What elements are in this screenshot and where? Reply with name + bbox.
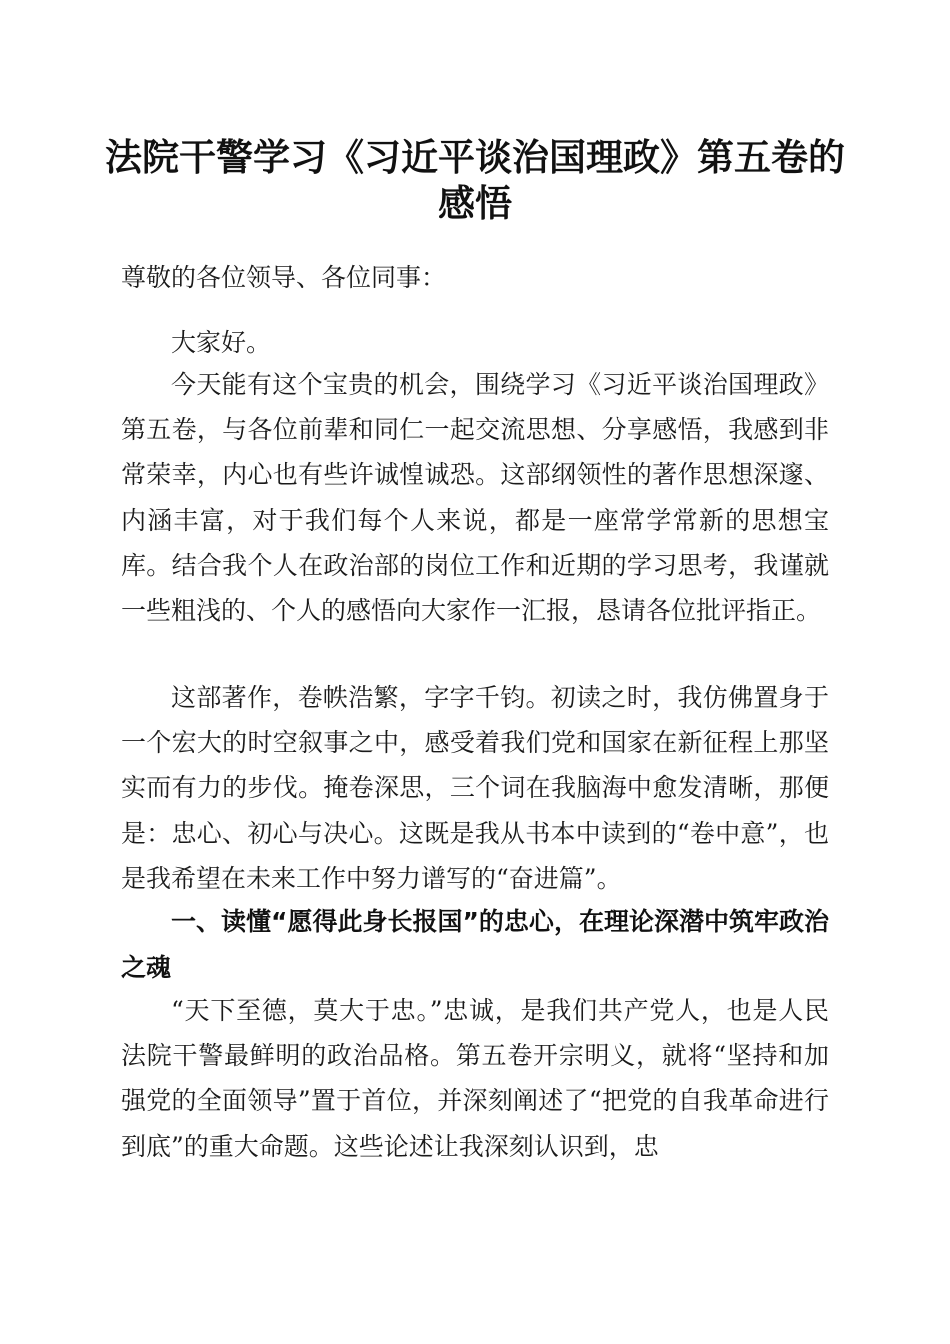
document-title: 法院干警学习《习近平谈治国理政》第五卷的感悟 [105,135,845,225]
salutation: 尊敬的各位领导、各位同事： [121,263,447,292]
section-heading: 一、读懂“愿得此身长报国”的忠心，在理论深潜中筑牢政治之魂 [121,907,829,982]
section-paragraph: “天下至德，莫大于忠。”忠诚，是我们共产党人，也是人民法院干警最鲜明的政治品格。第五卷开宗明义，就将“坚持和加强党的全面领导”置于首位，并深刻阐述了“把党的自我革命进行到底”的重大命题。这些论述让我深刻认识到，忠 [121,996,829,1161]
greeting-paragraph: 大家好。 [171,328,272,357]
work-paragraph: 这部著作，卷帙浩繁，字字千钧。初读之时，我仿佛置身于一个宏大的时空叙事之中，感受着我们党和国家在新征程上那坚实而有力的步伐。掩卷深思，三个词在我脑海中愈发清晰，那便是：忠心、初心与决心。这既是我从书本中读到的“卷中意”，也是我希望在未来工作中努力谱写的“奋进篇”。 [121,683,829,893]
intro-paragraph: 今天能有这个宝贵的机会，围绕学习《习近平谈治国理政》第五卷，与各位前辈和同仁一起交流思想、分享感悟，我感到非常荣幸，内心也有些许诚惶诚恐。这部纲领性的著作思想深邃、内涵丰富，对于我们每个人来说，都是一座常学常新的思想宝库。结合我个人在政治部的岗位工作和近期的学习思考，我谨就一些粗浅的、个人的感悟向大家作一汇报，恳请各位批评指正。 [121,370,829,626]
